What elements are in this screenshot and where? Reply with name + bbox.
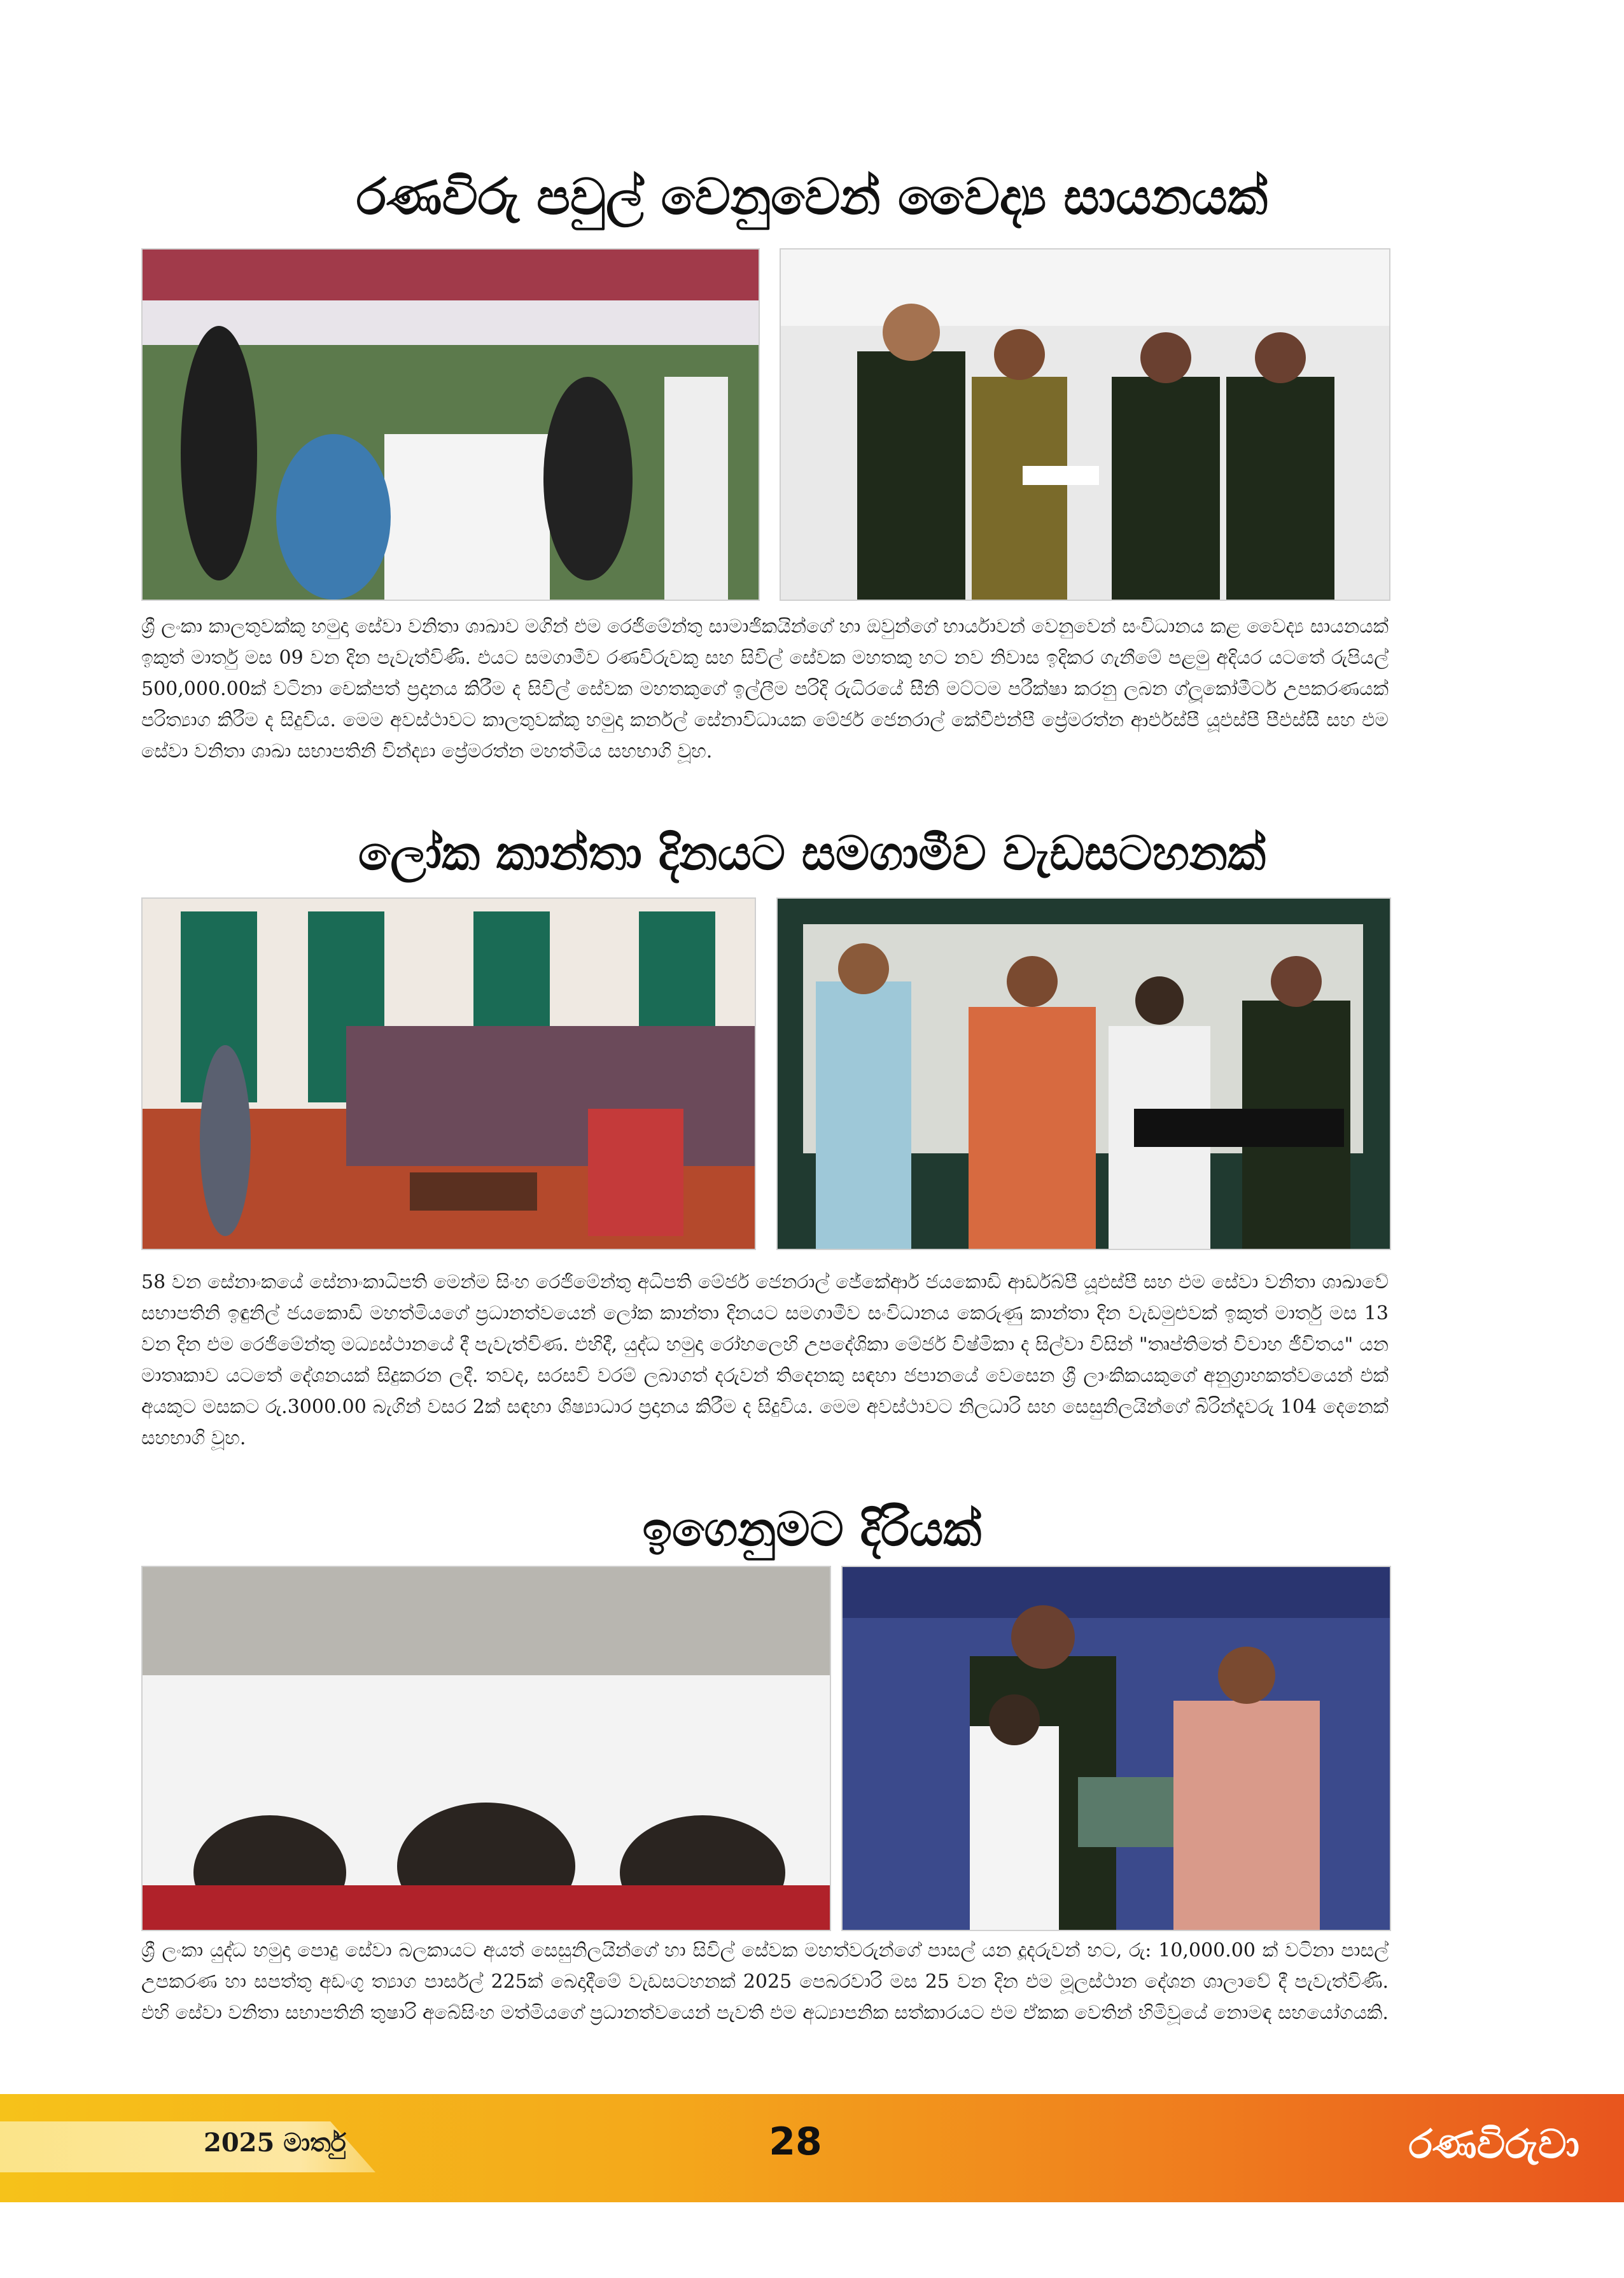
photo-medical-clinic-tent — [141, 248, 760, 601]
paragraph-medical-clinic: ශ්‍රී ලංකා කාලතුවක්කු හමුදා සේවා වනිතා ශාඛාව මගින් එම රෙජිමේන්තු සාමාජිකයින්ගේ හා ඔවුන්ගේ භාර්යාවන් වෙනුවෙන් සංවිධානය කළ වෛද්‍ය සායනයක් ඉකුත් මාර්තු මස 09 වන දින පැවැත්විණි. එයට සමගාමීව රණවිරුවකු සහ සිවිල් සේවක මහතකු හට නව නිවාස ඉදිකර ගැනීමේ පළමු අදියර යටතේ රුපියල් 500,000.00ක් වටිනා චෙක්පත් ප්‍රදානය කිරීම ද සිවිල් සේවක මහතකුගේ ඉල්ලීම පරිදි රුධිරයේ සීනි මට්ටම පරීක්ෂා කරනු ලබන ග්ලූකෝමීටර් උපකරණයක් පරිත්‍යාග කිරීම ද සිදුවිය. මෙම අවස්ථාවට කාලතුවක්කු හමුදා කර්නල් සේනාවිධායක මේජර් ජෙනරාල් කේවීඑන්පී ප්‍රේමරත්න ආර්එස්පී යූඑස්පී පීඑස්සී සහ එම සේවා වනිතා ශාඛා සභාපතිනි වින්ද්‍යා ප්‍රේමරත්න මහත්මිය සහභාගි වූහ. — [141, 615, 1389, 763]
photo-scholarship-award — [776, 897, 1391, 1250]
photo-gift-parcel-presentation — [841, 1566, 1391, 1931]
headline-education-support: ඉගෙනුමට දිරියක් — [642, 1502, 982, 1557]
photo-womens-day-audience — [141, 897, 756, 1250]
paragraph-womens-day: 58 වන සේනාංකයේ සේනාංකාධිපති මෙන්ම සිංහ රෙජිමේන්තු අධිපති මේජර් ජෙනරාල් ජේකේආර් ජයකොඩි ආර්ඩබ්පී යූඑස්පී සහ එම සේවා වනිතා ශාඛාවේ සභාපතිනි ඉඳුනිල් ජයකොඩි මහත්මියගේ ප්‍රධානත්වයෙන් ලෝක කාන්තා දිනයට සමගාමීව සංවිධානය කෙරුණු කාන්තා දින වැඩමුළුවක් ඉකුත් මාර්තු මස 13 වන දින එම රෙජිමේන්තු මධ්‍යස්ථානයේ දී පැවැත්විණ. එහිදී, යුද්ධ හමුදා රෝහලෙහි උපදේශිකා මේජර් විෂ්මිකා ද සිල්වා විසින් "තෘප්තිමත් විවාහ ජීවිතය" යන මාතෘකාව යටතේ දේශනයක් සිදුකරන ලදී. තවද, සරසවි වරම් ලබාගත් දරුවන් තිදෙනකු සඳහා ජපානයේ වෙසෙන ශ්‍රී ලාංකිකයකුගේ අනුග්‍රාහකත්වයෙන් එක් අයකුට මසකට රු.3000.00 බැගින් වසර 2ක් සඳහා ශිෂ්‍යාධාර ප්‍රදානය කිරීම ද සිදුවිය. මෙම අවස්ථාවට නිලධාරි සහ සෙසුනිලයින්ගේ බිරින්දෑවරු 104 දෙනෙක් සහභාගි වූහ. — [141, 1271, 1389, 1449]
footer-date: 2025 මාර්තු — [204, 2128, 346, 2158]
page-number: 28 — [769, 2120, 822, 2164]
magazine-name: රණවිරුවා — [1408, 2121, 1579, 2167]
paragraph-education-support: ශ්‍රී ලංකා යුද්ධ හමුදා පොදු සේවා බලකායට අයත් සෙසුනිලයින්ගේ හා සිවිල් සේවක මහත්වරුන්ගේ පාසල් යන දූදරුවන් හට, රු: 10,000.00 ක් වටිනා පාසල් උපකරණ හා සපත්තු අඩංගු ත්‍යාග පාර්සල් 225ක් බෙදාදීමේ වැඩසටහනක් 2025 පෙබරවාරි මස 25 වන දින එම මූලස්ථාන දේශන ශාලාවේ දී පැවැත්විණි. එහි සේවා වනිතා සභාපතිනි තුෂාරි අබේසිංහ මත්මියගේ ප්‍රධානත්වයෙන් පැවති එම අධ්‍යාපනික සත්කාරයට එම ඒකක වෙතින් හිමිවූයේ නොමඳ සහයෝගයකි. — [141, 1939, 1389, 2024]
photo-cheque-presentation — [780, 248, 1390, 601]
headline-womens-day: ලෝක කාන්තා දිනයට සමගාමීව වැඩසටහනක් — [358, 826, 1266, 881]
photo-students-audience — [141, 1566, 831, 1931]
headline-medical-clinic: රණවිරු පවුල් වෙනුවෙන් වෛද්‍ය සායනයක් — [356, 169, 1268, 226]
